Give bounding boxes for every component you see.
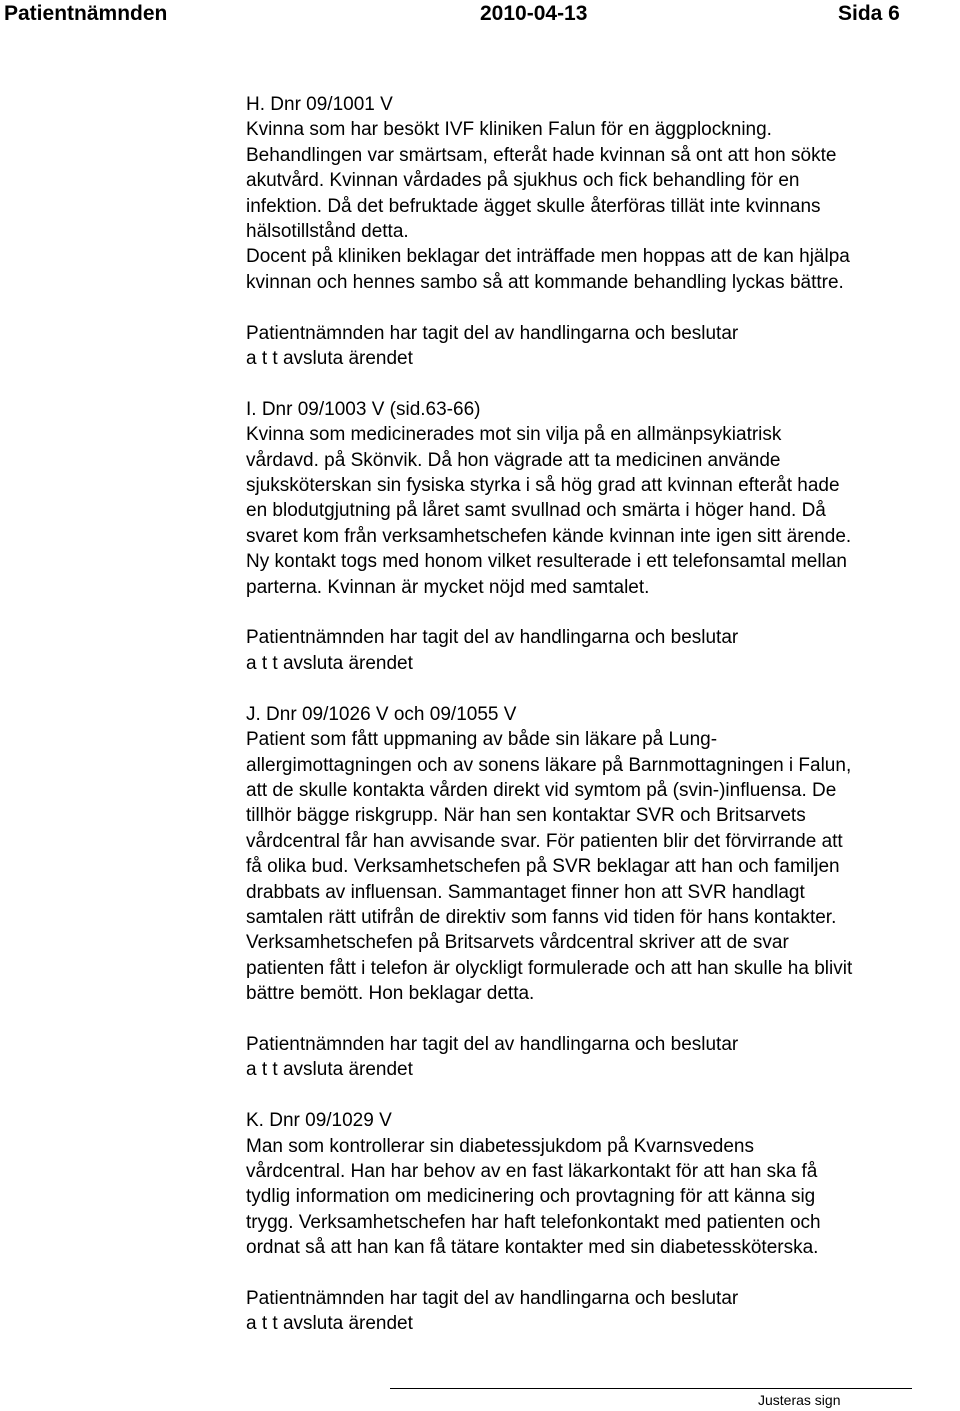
case-section [246, 92, 958, 397]
decision-line: a t t avsluta ärendet [246, 348, 413, 370]
case-text-line: trygg. Verksamhetschefen har haft telefonkontakt med patienten och [246, 1211, 821, 1233]
header-title: Patientnämnden [4, 2, 168, 25]
case-text-line: svaret kom från verksamhetschefen kände kvinnan inte igen sitt ärende. [246, 525, 852, 547]
case-text-line: samtalen rätt utifrån de direktiv som fanns vid tiden för hans kontakter. [246, 906, 837, 928]
decision-line: Patientnämnden har tagit del av handlingarna och beslutar [246, 1287, 739, 1309]
case-text-line: Patient som fått uppmaning av både sin läkare på Lung- [246, 729, 718, 751]
header-page-number: Sida 6 [838, 2, 900, 25]
case-text-line: ordnat så att han kan få tätare kontakter med sin diabetessköterska. [246, 1237, 819, 1259]
case-text-line: Behandlingen var smärtsam, efteråt hade kvinnan så ont att hon sökte [246, 144, 837, 166]
decision-line: Patientnämnden har tagit del av handlingarna och beslutar [246, 322, 739, 344]
case-text-line: parterna. Kvinnan är mycket nöjd med samtalet. [246, 576, 650, 598]
case-text-line: Docent på kliniken beklagar det inträffade men hoppas att de kan hjälpa [246, 246, 850, 268]
header-date: 2010-04-13 [480, 2, 588, 25]
case-text-line: kvinnan och hennes sambo så att kommande behandling lyckas bättre. [246, 271, 844, 293]
case-text-line: Kvinna som medicinerades mot sin vilja på en allmänpsykiatrisk [246, 424, 782, 446]
case-text-line: få olika bud. Verksamhetschefen på SVR beklagar att han och familjen [246, 856, 840, 878]
case-text-line: Ny kontakt togs med honom vilket resulterade i ett telefonsamtal mellan [246, 551, 847, 573]
case-heading: I. Dnr 09/1003 V (sid.63-66) [246, 398, 481, 420]
document-body [246, 92, 958, 1337]
case-heading: H. Dnr 09/1001 V [246, 94, 393, 115]
signature-label: Justeras sign [758, 1392, 841, 1408]
case-text-line: att de skulle kontakta vården direkt vid symtom på (svin-)influensa. De [246, 779, 837, 801]
case-section [246, 397, 958, 702]
case-text-line: akutvård. Kvinnan vårdades på sjukhus och fick behandling för en [246, 170, 800, 192]
case-text-line: patienten fått i telefon är olyckligt formulerade och att han skulle ha blivit [246, 957, 853, 979]
case-text-line: bättre bemött. Hon beklagar detta. [246, 983, 535, 1005]
case-text-line: vårdcentral får han avvisande svar. För patienten blir det förvirrande att [246, 830, 843, 852]
decision-line: a t t avsluta ärendet [246, 652, 413, 674]
page-header [0, 0, 960, 28]
decision-line: Patientnämnden har tagit del av handlingarna och beslutar [246, 627, 739, 649]
case-heading: K. Dnr 09/1029 V [246, 1110, 392, 1132]
decision-line: a t t avsluta ärendet [246, 1313, 413, 1335]
case-text-line: en blodutgjutning på låret samt svullnad och smärta i höger hand. Då [246, 500, 826, 522]
case-text-line: tillhör bägge riskgrupp. När han sen kontaktar SVR och Britsarvets [246, 805, 806, 827]
case-text-line: Kvinna som har besökt IVF kliniken Falun för en äggplockning. [246, 119, 772, 141]
case-section [246, 702, 958, 1108]
case-text-line: vårdavd. på Skönvik. Då hon vägrade att ta medicinen använde [246, 449, 781, 471]
case-text-line: hälsotillstånd detta. [246, 221, 409, 243]
case-section [246, 1108, 958, 1337]
case-text-line: tydlig information om medicinering och provtagning för att känna sig [246, 1186, 816, 1208]
case-heading: J. Dnr 09/1026 V och 09/1055 V [246, 703, 517, 725]
signature-line [390, 1388, 912, 1389]
case-text-line: sjuksköterskan sin fysiska styrka i så hög grad att kvinnan efteråt hade [246, 475, 840, 497]
decision-line: a t t avsluta ärendet [246, 1059, 413, 1081]
case-text-line: Man som kontrollerar sin diabetessjukdom på Kvarnsvedens [246, 1135, 754, 1157]
decision-line: Patientnämnden har tagit del av handlingarna och beslutar [246, 1033, 739, 1055]
case-text-line: drabbats av influensan. Sammantaget finner hon att SVR handlagt [246, 881, 805, 903]
case-text-line: allergimottagningen och av sonens läkare på Barnmottagningen i Falun, [246, 754, 852, 776]
case-text-line: infektion. Då det befruktade ägget skulle återföras tillät inte kvinnans [246, 195, 821, 217]
case-text-line: Verksamhetschefen på Britsarvets vårdcentral skriver att de svar [246, 932, 789, 954]
case-text-line: vårdcentral. Han har behov av en fast läkarkontakt för att han ska få [246, 1160, 818, 1182]
